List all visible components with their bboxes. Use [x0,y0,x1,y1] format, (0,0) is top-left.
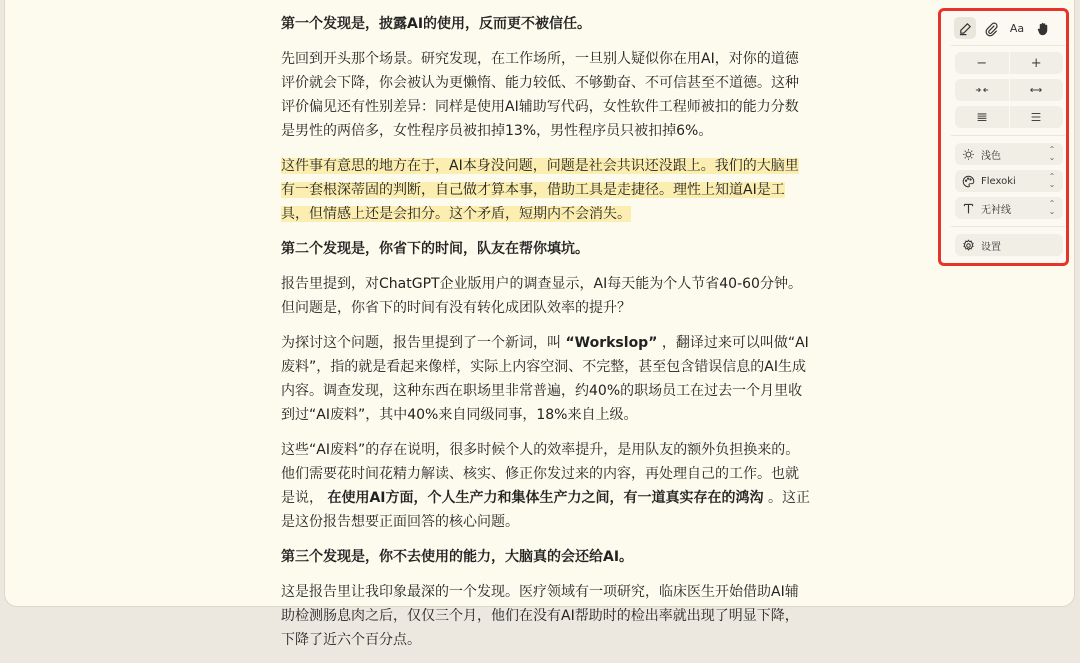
text-run: 。这正是这份报告想要正面回答的核心问题。 [281,490,810,530]
divider [951,135,1065,136]
typeface-value: 无衬线 [981,204,1011,216]
increase-size-button[interactable]: + [1009,52,1064,74]
chevron-updown-icon: ⌃ ⌄ [1048,199,1056,216]
font-size-icon[interactable] [1006,17,1028,39]
section-heading-3: 第三个发现是，你不去使用的能力，大脑真的会还给AI。 [281,549,634,565]
divider [951,226,1065,227]
loose-lines-icon [1029,110,1043,124]
paperclip-icon[interactable] [980,17,1002,39]
section-heading-1: 第一个发现是，披露AI的使用，反而更不被信任。 [281,16,592,32]
tool-row [954,17,1054,39]
paragraph [281,331,811,427]
arrows-outward-icon [1029,83,1043,97]
width-stepper [955,79,1063,101]
line-spacing-stepper [955,106,1063,128]
tight-spacing-button[interactable] [955,106,1009,128]
gear-icon [961,238,975,252]
highlighted-paragraph[interactable] [281,154,811,226]
chevron-updown-icon: ⌃ ⌄ [1048,145,1056,162]
narrow-width-button[interactable] [955,79,1009,101]
text-run: ，翻译过来可以叫做“AI废料”，指的就是看起来像样，实际上内容空洞、不完整，甚至包含错误信息的AI生成内容。调查发现，这种东西在职场里非常普遍，约40%的职场员工在过去一个月里收到过“AI废料”，其中40%来自同级同事，18%来自上级。 [281,335,809,423]
paragraph: 先回到开头那个场景。研究发现，在工作场所，一旦别人疑似你在用AI，对你的道德评价就会下降，你会被认为更懒惰、能力较低、不够勤奋、不可信甚至不道德。这种评价偏见还有性别差异：同样是使用AI辅助写代码，女性软件工程师被扣的能力分数是男性的两倍多，女性程序员被扣掉13%，男性程序员只被扣掉6%。 [281,51,799,139]
theme-select[interactable] [955,143,1063,165]
paragraph: 报告里提到，对ChatGPT企业版用户的调查显示，AI每天能为个人节省40-60分钟。但问题是，你省下的时间有没有转化成团队效率的提升？ [281,276,802,316]
color-scheme-value: Flexoki [981,175,1016,187]
widen-width-button[interactable] [1009,79,1064,101]
sun-icon [961,147,975,161]
font-size-label: Aa [1009,21,1025,35]
article-body [281,12,811,663]
font-size-stepper [955,52,1063,74]
settings-label: 设置 [981,241,1001,253]
section-heading-2: 第二个发现是，你省下的时间，队友在帮你填坑。 [281,241,589,257]
reader-settings-panel [938,8,1069,266]
bold-term: “Workslop” [565,335,658,351]
typeface-icon [961,201,975,215]
highlight-mark[interactable]: 这件事有意思的地方在于，AI本身没问题，问题是社会共识还没跟上。我们的大脑里有一套根深蒂固的判断，自己做才算本事，借助工具是走捷径。理性上知道AI是工具，但情感上还是会扣分。这个矛盾，短期内不会消失。 [281,158,799,222]
decrease-size-button[interactable]: − [976,55,988,71]
color-scheme-select[interactable] [955,170,1063,192]
bold-phrase: 在使用AI方面，个人生产力和集体生产力之间，有一道真实存在的鸿沟 [327,490,764,506]
loose-spacing-button[interactable] [1009,106,1064,128]
chevron-updown-icon: ⌃ ⌄ [1048,172,1056,189]
paragraph [281,438,811,534]
settings-button[interactable] [955,234,1063,256]
paragraph: 这是报告里让我印象最深的一个发现。医疗领域有一项研究，临床医生开始借助AI辅助检测肠息肉之后，仅仅三个月，他们在没有AI帮助时的检出率就出现了明显下降，下降了近六个百分点。 [281,584,799,648]
highlighter-icon[interactable] [954,17,976,39]
theme-value: 浅色 [981,150,1001,162]
reader-window [5,0,1074,648]
text-run: 为探讨这个问题，报告里提到了一个新词，叫 [281,335,566,351]
divider [951,45,1065,46]
tight-lines-icon [975,110,989,124]
arrows-inward-icon [975,83,989,97]
hand-icon[interactable] [1032,17,1054,39]
palette-icon [961,174,975,188]
text-run: 这些“AI废料”的存在说明，很多时候个人的效率提升，是用队友的额外负担换来的。他们需要花时间花精力解读、核实、修正你发过来的内容，再处理自己的工作。也就是说， [281,442,800,506]
typeface-select[interactable] [955,197,1063,219]
